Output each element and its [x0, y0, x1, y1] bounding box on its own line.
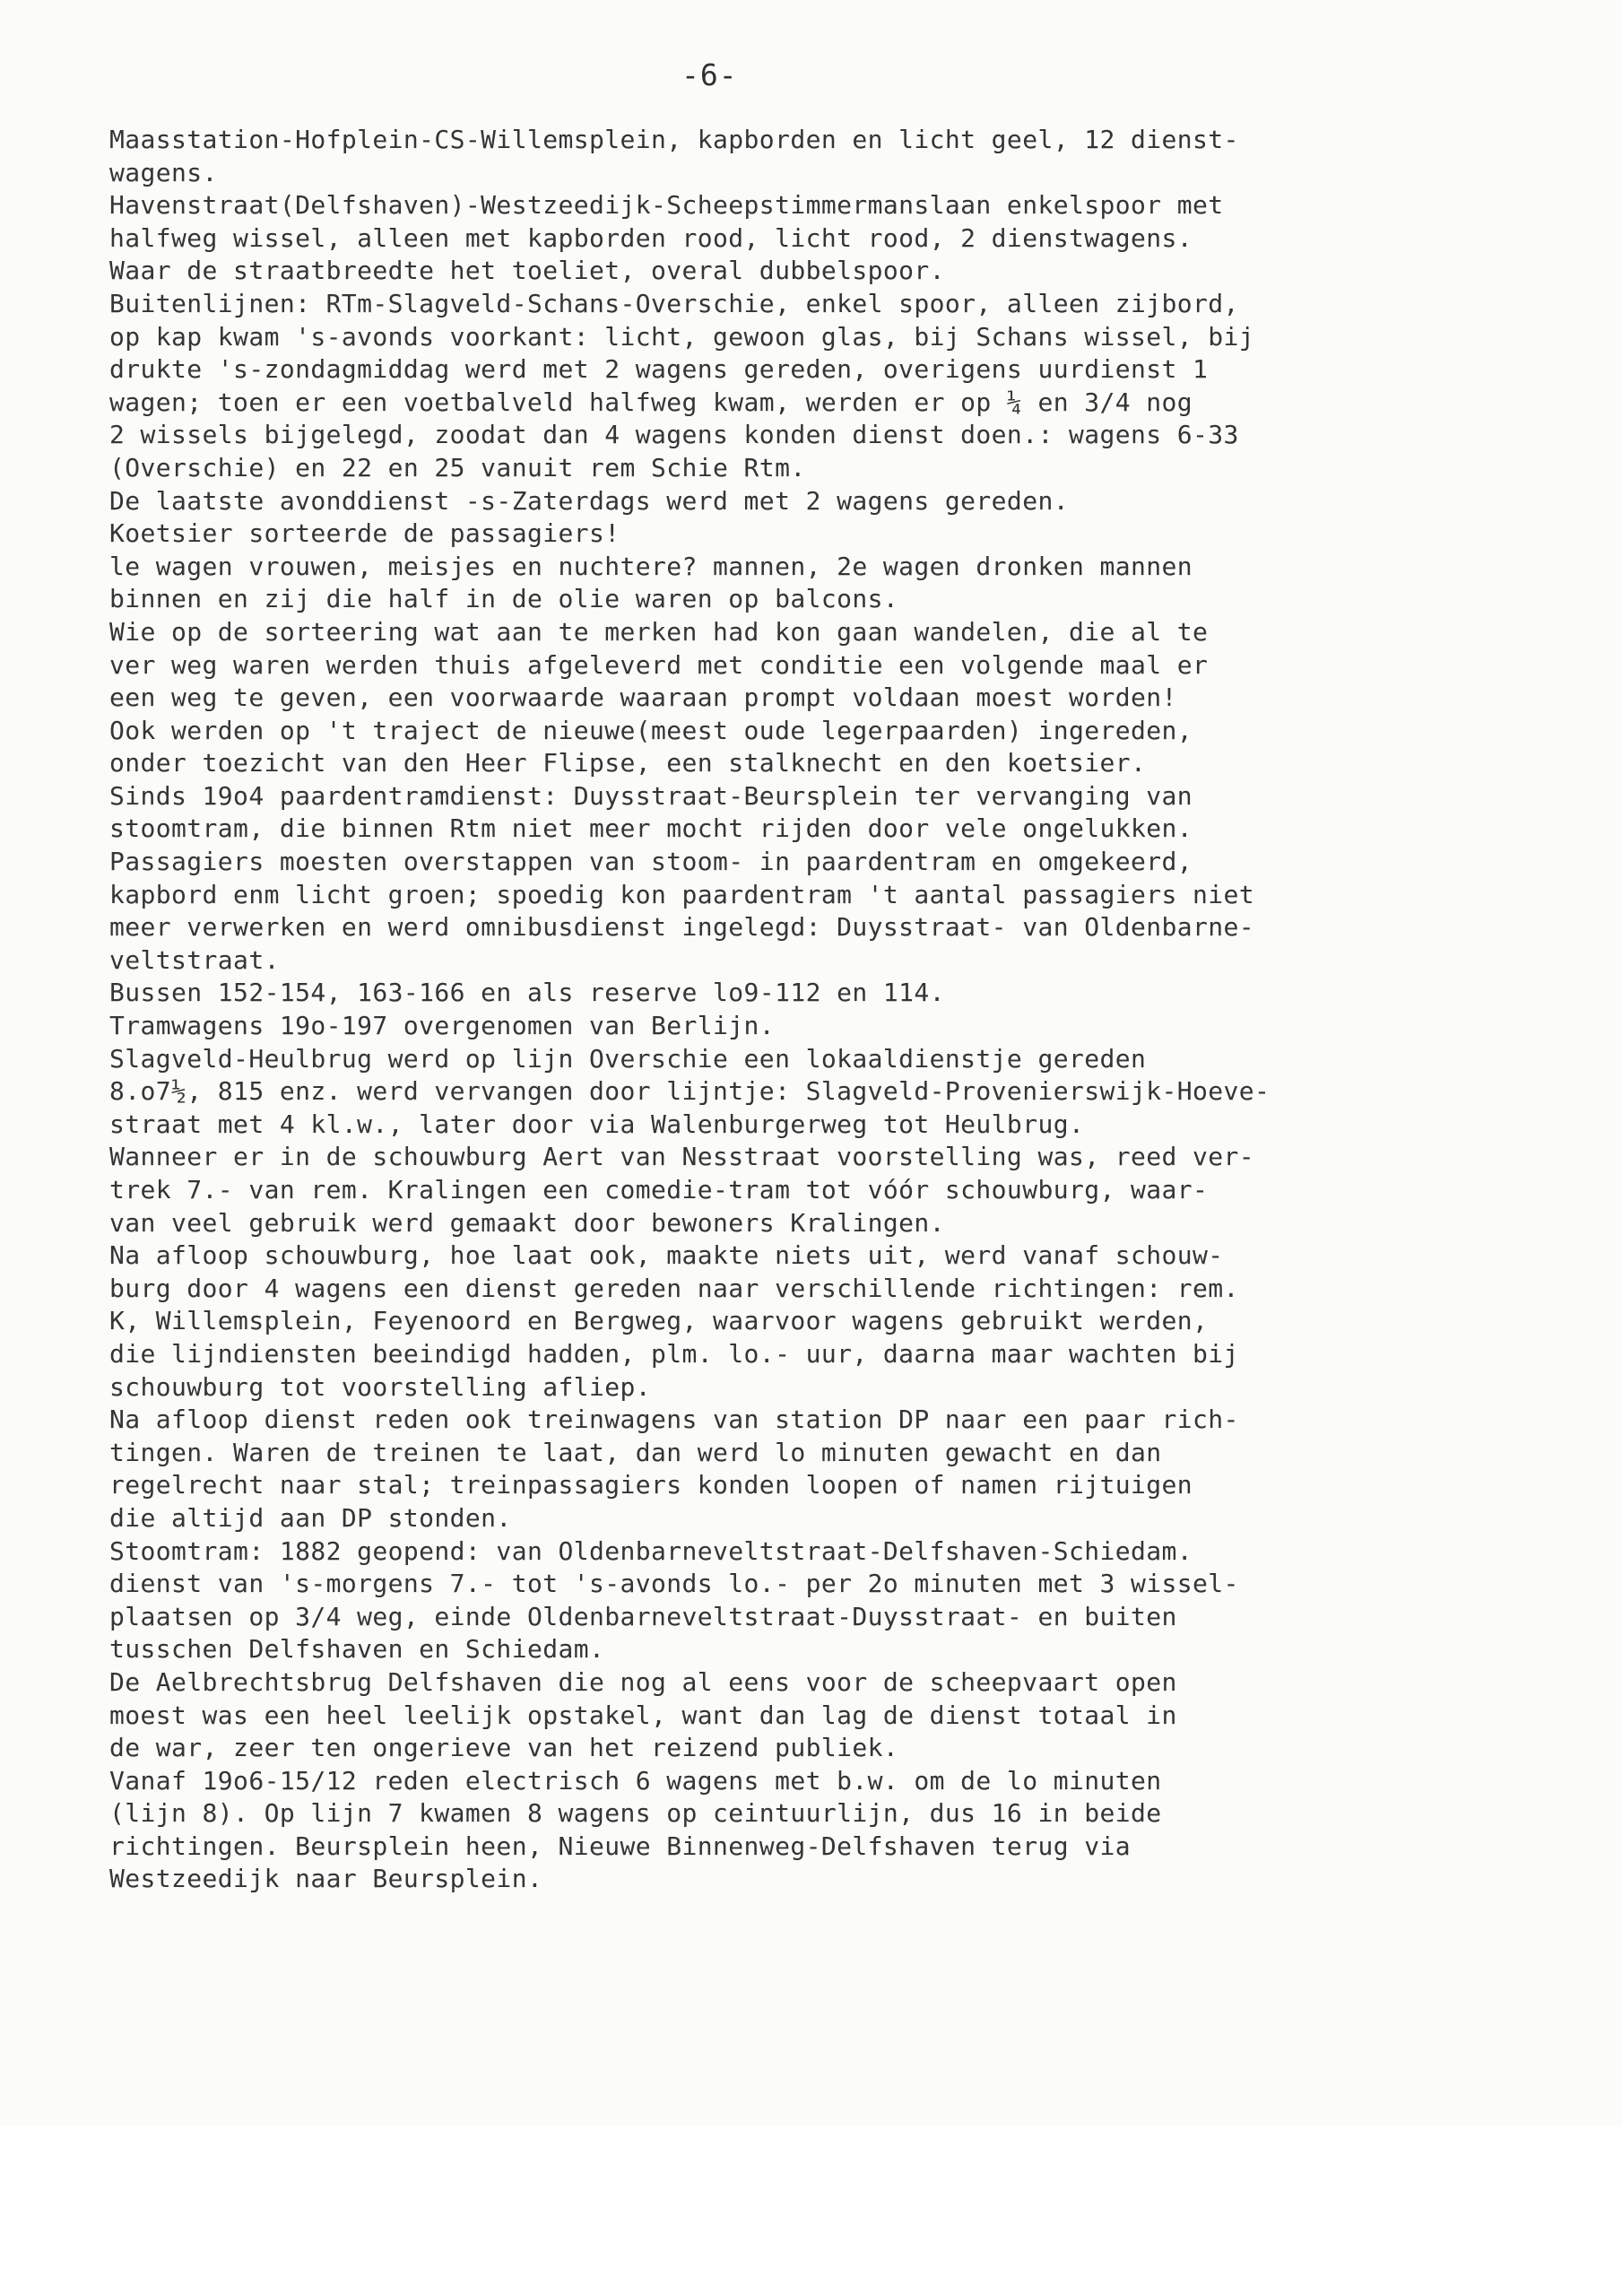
text-line: van veel gebruik werd gemaakt door bewoners Kralingen. — [109, 1207, 945, 1238]
text-line: richtingen. Beursplein heen, Nieuwe Binnenweg-Delfshaven terug via — [109, 1831, 1131, 1861]
text-line: 2 wissels bijgelegd, zoodat dan 4 wagens konden dienst doen.: wagens 6-33 — [109, 420, 1239, 450]
text-line: Na afloop schouwburg, hoe laat ook, maakte niets uit, werd vanaf schouw- — [109, 1240, 1224, 1271]
text-line: De Aelbrechtsbrug Delfshaven die nog al eens voor de scheepvaart open — [109, 1666, 1177, 1697]
text-line: Wie op de sorteering wat aan te merken had kon gaan wandelen, die al te — [109, 616, 1209, 647]
text-line: Tramwagens 19o-197 overgenomen van Berlijn. — [109, 1011, 776, 1041]
page-number: -6- — [681, 57, 738, 92]
text-line: burg door 4 wagens een dienst gereden naar verschillende richtingen: rem. — [109, 1273, 1239, 1303]
text-line: ver weg waren werden thuis afgeleverd met conditie een volgende maal er — [109, 649, 1209, 680]
text-line: veltstraat. — [109, 944, 280, 975]
text-line: binnen en zij die half in de olie waren op balcons. — [109, 584, 899, 614]
page-bottom-margin — [0, 2126, 1622, 2296]
text-line: tusschen Delfshaven en Schiedam. — [109, 1634, 605, 1665]
text-line: Koetsier sorteerde de passagiers! — [109, 518, 620, 549]
text-line: Westzeedijk naar Beursplein. — [109, 1864, 543, 1894]
text-line: dienst van 's-morgens 7.- tot 's-avonds lo.- per 2o minuten met 3 wissel- — [109, 1569, 1239, 1599]
text-line: een weg te geven, een voorwaarde waaraan prompt voldaan moest worden! — [109, 683, 1177, 713]
text-line: halfweg wissel, alleen met kapborden rood, licht rood, 2 dienstwagens. — [109, 222, 1193, 253]
text-line: Wanneer er in de schouwburg Aert van Nesstraat voorstelling was, reed ver- — [109, 1142, 1255, 1172]
text-line: plaatsen op 3/4 weg, einde Oldenbarneveltstraat-Duysstraat- en buiten — [109, 1601, 1177, 1631]
text-line: meer verwerken en werd omnibusdienst ingelegd: Duysstraat- van Oldenbarne- — [109, 912, 1255, 943]
text-line: die lijndiensten beeindigd hadden, plm. lo.- uur, daarna maar wachten bij — [109, 1338, 1239, 1369]
text-line: Bussen 152-154, 163-166 en als reserve lo9-112 en 114. — [109, 978, 945, 1008]
text-line: regelrecht naar stal; treinpassagiers konden loopen of namen rijtuigen — [109, 1470, 1193, 1500]
text-line: Slagveld-Heulbrug werd op lijn Overschie een lokaaldienstje gereden — [109, 1043, 1147, 1074]
text-line: stoomtram, die binnen Rtm niet meer mocht rijden door vele ongelukken. — [109, 813, 1193, 844]
text-line: Havenstraat(Delfshaven)-Westzeedijk-Scheepstimmermanslaan enkelspoor met — [109, 190, 1224, 221]
text-line: Buitenlijnen: RTm-Slagveld-Schans-Overschie, enkel spoor, alleen zijbord, — [109, 288, 1239, 318]
text-line: onder toezicht van den Heer Flipse, een stalknecht en den koetsier. — [109, 748, 1147, 778]
text-line: Waar de straatbreedte het toeliet, overal dubbelspoor. — [109, 256, 945, 286]
text-line: Sinds 19o4 paardentramdienst: Duysstraat-Beursplein ter vervanging van — [109, 780, 1193, 811]
text-line: drukte 's-zondagmiddag werd met 2 wagens gereden, overigens uurdienst 1 — [109, 354, 1209, 385]
text-line: schouwburg tot voorstelling afliep. — [109, 1371, 652, 1402]
text-line: trek 7.- van rem. Kralingen een comedie-tram tot vóór schouwburg, waar- — [109, 1175, 1209, 1205]
text-line: kapbord enm licht groen; spoedig kon paardentram 't aantal passagiers niet — [109, 879, 1255, 909]
text-line: de war, zeer ten ongerieve van het reizend publiek. — [109, 1733, 899, 1763]
text-line: Stoomtram: 1882 geopend: van Oldenbarneveltstraat-Delfshaven-Schiedam. — [109, 1535, 1193, 1566]
text-line: le wagen vrouwen, meisjes en nuchtere? mannen, 2e wagen dronken mannen — [109, 551, 1193, 581]
text-line: straat met 4 kl.w., later door via Walenburgerweg tot Heulbrug. — [109, 1109, 1085, 1139]
text-line: (Overschie) en 22 en 25 vanuit rem Schie Rtm. — [109, 452, 806, 483]
text-line: Vanaf 19o6-15/12 reden electrisch 6 wagens met b.w. om de lo minuten — [109, 1765, 1162, 1796]
text-line: tingen. Waren de treinen te laat, dan werd lo minuten gewacht en dan — [109, 1437, 1162, 1467]
text-line: die altijd aan DP stonden. — [109, 1502, 512, 1533]
text-line: Passagiers moesten overstappen van stoom- in paardentram en omgekeerd, — [109, 847, 1193, 877]
text-line: wagens. — [109, 157, 218, 187]
text-line: De laatste avonddienst -s-Zaterdags werd met 2 wagens gereden. — [109, 485, 1069, 516]
text-line: wagen; toen er een voetbalveld halfweg kwam, werden er op ¼ en 3/4 nog — [109, 387, 1193, 417]
text-line: Ook werden op 't traject de nieuwe(meest oude legerpaarden) ingereden, — [109, 715, 1193, 745]
text-line: moest was een heel leelijk opstakel, want dan lag de dienst totaal in — [109, 1700, 1177, 1730]
text-line: K, Willemsplein, Feyenoord en Bergweg, waarvoor wagens gebruikt werden, — [109, 1306, 1209, 1336]
text-line: 8.o7½, 815 enz. werd vervangen door lijntje: Slagveld-Provenierswijk-Hoeve- — [109, 1076, 1271, 1107]
text-line: op kap kwam 's-avonds voorkant: licht, gewoon glas, bij Schans wissel, bij — [109, 321, 1255, 352]
text-line: Na afloop dienst reden ook treinwagens van station DP naar een paar rich- — [109, 1405, 1239, 1435]
text-line: Maasstation-Hofplein-CS-Willemsplein, kapborden en licht geel, 12 dienst- — [109, 125, 1239, 154]
typewritten-body — [109, 124, 1607, 1896]
text-line: (lijn 8). Op lijn 7 kwamen 8 wagens op ceintuurlijn, dus 16 in beide — [109, 1798, 1162, 1829]
